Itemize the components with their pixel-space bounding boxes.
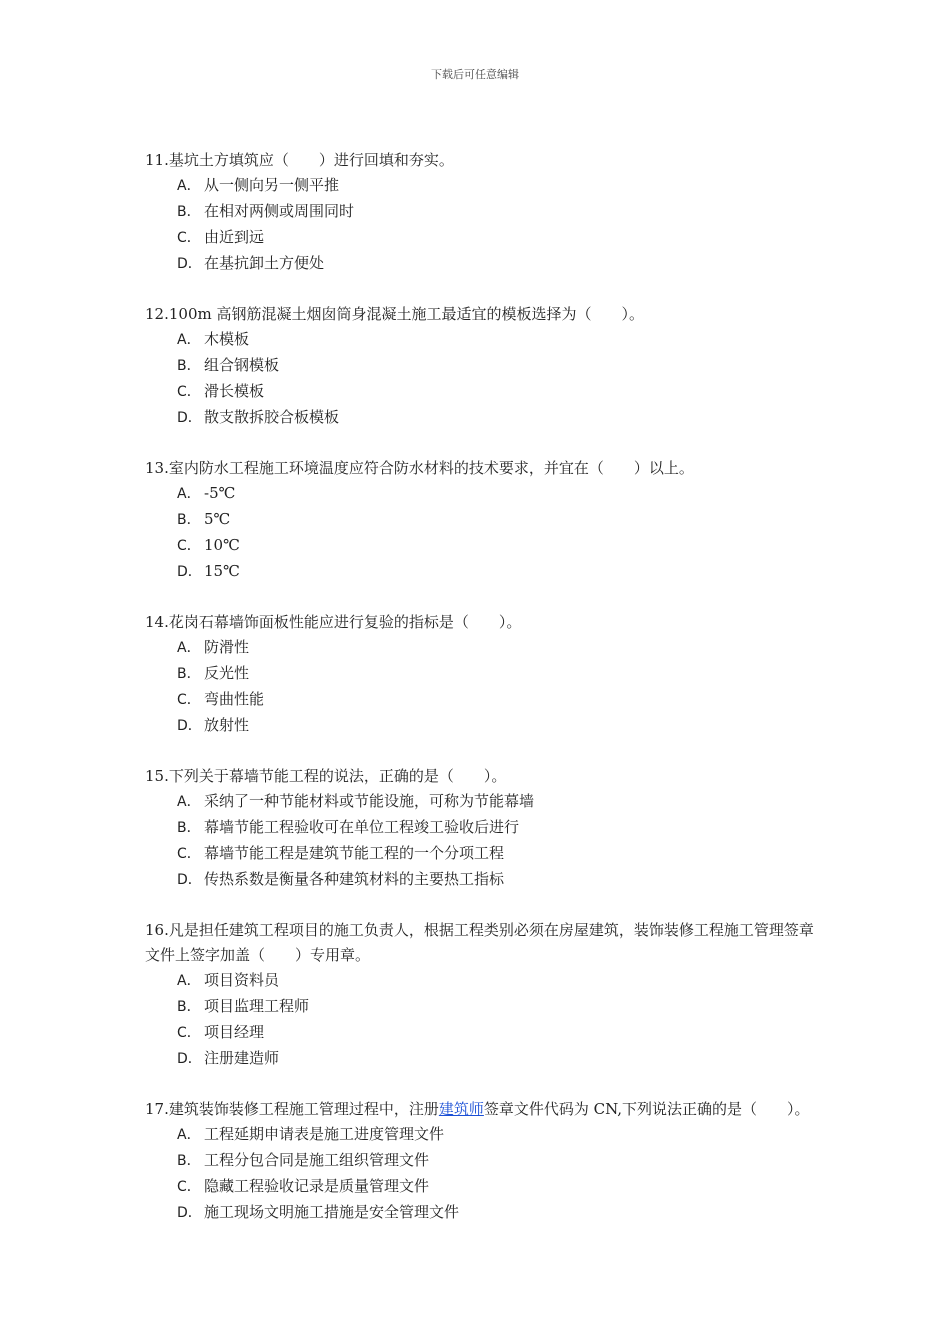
option-letter: B．: [177, 999, 201, 1015]
option-letter: D．: [177, 1051, 202, 1067]
option-c: [145, 1020, 815, 1046]
question-text: 14.花岗石幕墙饰面板性能应进行复验的指标是（ ）。: [145, 613, 522, 631]
option-letter: B．: [177, 820, 201, 836]
option-text: -5℃: [204, 484, 236, 502]
option-d: [145, 405, 815, 431]
option-text: 采纳了一种节能材料或节能设施，可称为节能幕墙: [204, 792, 535, 810]
option-text: 从一侧向另一侧平推: [204, 176, 340, 194]
option-b: [145, 661, 815, 687]
option-text: 隐藏工程验收记录是质量管理文件: [204, 1177, 430, 1195]
option-d: [145, 867, 815, 893]
option-letter: C．: [177, 846, 201, 862]
option-d: [145, 251, 815, 277]
option-text: 反光性: [204, 664, 250, 682]
question-text: 15.下列关于幕墙节能工程的说法，正确的是（ ）。: [145, 767, 507, 785]
option-text: 幕墙节能工程是建筑节能工程的一个分项工程: [204, 844, 505, 862]
option-c: [145, 225, 815, 251]
option-a: [145, 481, 815, 507]
option-letter: A．: [177, 178, 201, 194]
option-a: [145, 789, 815, 815]
question-16: [145, 918, 815, 1072]
option-text: 传热系数是衡量各种建筑材料的主要热工指标: [204, 870, 505, 888]
option-text: 由近到远: [204, 228, 265, 246]
option-text: 放射性: [204, 716, 250, 734]
question-13: [145, 456, 815, 585]
option-letter: D．: [177, 564, 202, 580]
question-text: 16.凡是担任建筑工程项目的施工负责人，根据工程类别必须在房屋建筑，装饰装修工程施工管理签章文件上签字加盖（ ）专用章。: [145, 921, 814, 964]
question-12: [145, 302, 815, 431]
option-letter: A．: [177, 332, 201, 348]
option-text: 工程延期申请表是施工进度管理文件: [204, 1125, 445, 1143]
option-a: [145, 327, 815, 353]
question-14: [145, 610, 815, 739]
option-letter: D．: [177, 256, 202, 272]
question-11: [145, 148, 815, 277]
question-17: [145, 1097, 815, 1226]
option-text: 弯曲性能: [204, 690, 265, 708]
option-b: [145, 353, 815, 379]
option-b: [145, 994, 815, 1020]
option-c: [145, 1174, 815, 1200]
option-a: [145, 968, 815, 994]
question-text: 11.基坑土方填筑应（ ）进行回填和夯实。: [145, 151, 454, 169]
option-a: [145, 1122, 815, 1148]
option-text: 散支散拆胶合板模板: [204, 408, 340, 426]
question-text-before: 17.建筑装饰装修工程施工管理过程中，注册: [145, 1100, 439, 1118]
question-15: [145, 764, 815, 893]
option-letter: C．: [177, 538, 201, 554]
option-c: [145, 841, 815, 867]
option-letter: A．: [177, 794, 201, 810]
option-letter: C．: [177, 1179, 201, 1195]
option-a: [145, 173, 815, 199]
option-letter: C．: [177, 230, 201, 246]
option-letter: B．: [177, 666, 201, 682]
option-d: [145, 1200, 815, 1226]
option-text: 项目监理工程师: [204, 997, 310, 1015]
option-letter: A．: [177, 640, 201, 656]
option-text: 木模板: [204, 330, 250, 348]
option-letter: D．: [177, 872, 202, 888]
option-b: [145, 815, 815, 841]
option-d: [145, 713, 815, 739]
option-d: [145, 559, 815, 585]
option-text: 5℃: [204, 510, 231, 528]
option-b: [145, 507, 815, 533]
option-text: 滑长模板: [204, 382, 265, 400]
option-text: 工程分包合同是施工组织管理文件: [204, 1151, 430, 1169]
option-c: [145, 379, 815, 405]
option-text: 组合钢模板: [204, 356, 280, 374]
page-header: 下载后可任意编辑: [431, 68, 519, 81]
option-letter: D．: [177, 1205, 202, 1221]
option-letter: A．: [177, 973, 201, 989]
option-text: 项目经理: [204, 1023, 265, 1041]
option-c: [145, 687, 815, 713]
option-text: 在相对两侧或周围同时: [204, 202, 355, 220]
question-text-after: 签章文件代码为 CN,下列说法正确的是（ ）。: [483, 1100, 810, 1118]
question-text: 13.室内防水工程施工环境温度应符合防水材料的技术要求，并宜在（ ）以上。: [145, 459, 694, 477]
option-text: 15℃: [204, 562, 240, 580]
option-letter: D．: [177, 718, 202, 734]
architect-link[interactable]: 建筑师: [438, 1100, 484, 1118]
option-letter: A．: [177, 1127, 201, 1143]
option-text: 防滑性: [204, 638, 250, 656]
option-text: 在基抗卸土方便处: [204, 254, 325, 272]
option-b: [145, 1148, 815, 1174]
option-letter: C．: [177, 384, 201, 400]
option-letter: A．: [177, 486, 201, 502]
question-text: [145, 1097, 815, 1122]
option-text: 10℃: [204, 536, 240, 554]
option-b: [145, 199, 815, 225]
option-a: [145, 635, 815, 661]
option-letter: B．: [177, 358, 201, 374]
option-text: 注册建造师: [204, 1049, 280, 1067]
option-letter: B．: [177, 204, 201, 220]
option-text: 项目资料员: [204, 971, 280, 989]
option-c: [145, 533, 815, 559]
question-text: 12.100m 高钢筋混凝土烟囱筒身混凝土施工最适宜的模板选择为（ ）。: [145, 305, 644, 323]
option-letter: B．: [177, 1153, 201, 1169]
option-text: 施工现场文明施工措施是安全管理文件: [204, 1203, 460, 1221]
option-letter: C．: [177, 1025, 201, 1041]
option-letter: C．: [177, 692, 201, 708]
option-letter: D．: [177, 410, 202, 426]
option-d: [145, 1046, 815, 1072]
option-letter: B．: [177, 512, 201, 528]
question-list: [145, 148, 815, 1251]
option-text: 幕墙节能工程验收可在单位工程竣工验收后进行: [204, 818, 520, 836]
